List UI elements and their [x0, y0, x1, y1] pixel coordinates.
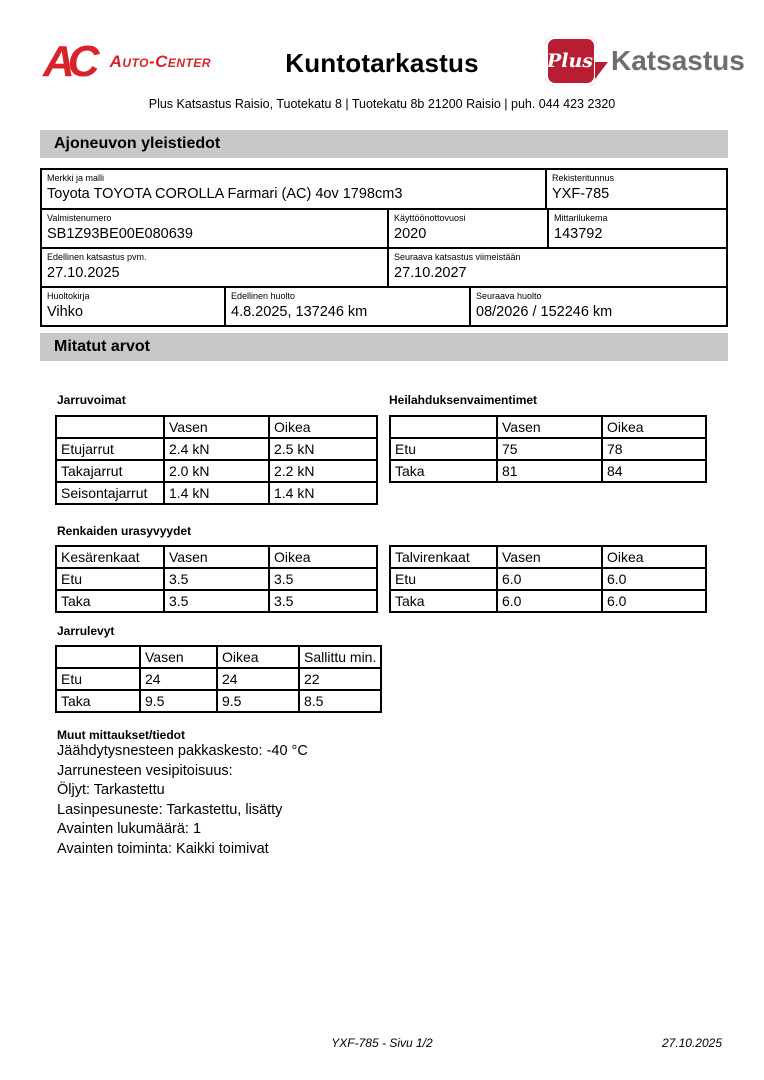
field-value: Vihko	[47, 304, 84, 320]
measurement-line: Öljyt: Tarkastettu	[57, 782, 165, 798]
vehicle-info-table	[40, 168, 728, 327]
field-value: 27.10.2025	[47, 265, 120, 281]
field-value: 143792	[554, 226, 603, 242]
value-cell: 24	[217, 668, 299, 690]
row-label: Taka	[390, 590, 497, 612]
column-header: Vasen	[164, 546, 269, 568]
field-seuraava-katsastus	[387, 249, 726, 286]
tyre-tread-title: Renkaiden urasyvyydet	[57, 524, 192, 538]
column-header: Kesärenkaat	[56, 546, 164, 568]
value-cell: 78	[602, 438, 706, 460]
column-header: Vasen	[497, 416, 602, 438]
plus-katsastus-logo	[545, 36, 745, 86]
table-row	[390, 438, 706, 460]
field-value: 4.8.2025, 137246 km	[231, 304, 368, 320]
column-header: Oikea	[217, 646, 299, 668]
table-row	[56, 460, 377, 482]
column-header: Oikea	[269, 416, 377, 438]
value-cell: 24	[140, 668, 217, 690]
katsastus-logo-text: Katsastus	[611, 45, 745, 76]
table-row	[56, 590, 377, 612]
brake-forces-table	[55, 415, 378, 505]
field-huoltokirja	[42, 288, 224, 325]
value-cell: 81	[497, 460, 602, 482]
value-cell: 3.5	[269, 590, 377, 612]
section-header-measured: Mitatut arvot	[40, 333, 728, 361]
footer-page-reference: YXF-785 - Sivu 1/2	[331, 1036, 433, 1050]
table-row	[390, 590, 706, 612]
field-seuraava-huolto	[469, 288, 726, 325]
row-label: Taka	[56, 590, 164, 612]
field-label: Rekisteritunnus	[552, 173, 615, 183]
measurement-line: Jäähdytysnesteen pakkaskesto: -40 °C	[57, 743, 308, 759]
speech-tail-icon	[595, 62, 608, 79]
column-header: Sallittu min.	[299, 646, 381, 668]
brake-discs-table	[55, 645, 382, 713]
field-kayttoonottovuosi	[387, 210, 547, 247]
field-label: Mittarilukema	[554, 213, 608, 223]
plus-badge-icon	[545, 36, 597, 86]
row-label: Etu	[390, 438, 497, 460]
table-row	[56, 568, 377, 590]
shock-absorbers-table	[389, 415, 707, 483]
row-label: Seisontajarrut	[56, 482, 164, 504]
table-row	[42, 247, 726, 286]
column-header	[390, 416, 497, 438]
field-label: Edellinen katsastus pvm.	[47, 252, 147, 262]
value-cell: 84	[602, 460, 706, 482]
summer-tyres-table	[55, 545, 378, 613]
table-row	[390, 568, 706, 590]
row-label: Etu	[390, 568, 497, 590]
column-header: Oikea	[602, 416, 706, 438]
measurement-line: Jarrunesteen vesipitoisuus:	[57, 762, 233, 779]
table-row	[42, 286, 726, 325]
field-label: Merkki ja malli	[47, 173, 105, 183]
field-value: SB1Z93BE00E080639	[47, 226, 193, 242]
field-value: YXF-785	[552, 186, 610, 202]
column-header: Talvirenkaat	[390, 546, 497, 568]
value-cell: 3.5	[269, 568, 377, 590]
row-label: Taka	[56, 690, 140, 712]
value-cell: 9.5	[140, 690, 217, 712]
brake-discs-title: Jarrulevyt	[57, 624, 115, 638]
table-header-row	[56, 646, 381, 668]
table-row	[390, 460, 706, 482]
column-header	[56, 646, 140, 668]
brake-forces-title: Jarruvoimat	[57, 393, 126, 407]
other-measurements-title: Muut mittaukset/tiedot	[57, 728, 185, 742]
row-label: Etujarrut	[56, 438, 164, 460]
table-row	[56, 668, 381, 690]
other-measurements-list	[57, 742, 308, 859]
table-header-row	[390, 416, 706, 438]
field-edellinen-huolto	[224, 288, 469, 325]
field-label: Edellinen huolto	[231, 291, 296, 301]
table-row	[56, 482, 377, 504]
field-value: 27.10.2027	[394, 265, 467, 281]
measurement-line: Lasinpesuneste: Tarkastettu, lisätty	[57, 801, 283, 818]
field-value: 2020	[394, 226, 427, 242]
footer-date: 27.10.2025	[661, 1036, 722, 1050]
field-label: Valmistenumero	[47, 213, 112, 223]
auto-center-logo-icon: AC	[43, 37, 93, 86]
value-cell: 3.5	[164, 568, 269, 590]
value-cell: 6.0	[602, 590, 706, 612]
value-cell: 1.4 kN	[269, 482, 377, 504]
value-cell: 6.0	[497, 568, 602, 590]
field-label: Käyttöönottovuosi	[394, 213, 466, 223]
value-cell: 6.0	[602, 568, 706, 590]
row-label: Etu	[56, 568, 164, 590]
column-header: Oikea	[269, 546, 377, 568]
table-header-row	[56, 546, 377, 568]
value-cell: 75	[497, 438, 602, 460]
row-label: Etu	[56, 668, 140, 690]
value-cell: 2.0 kN	[164, 460, 269, 482]
value-cell: 1.4 kN	[164, 482, 269, 504]
table-row	[56, 690, 381, 712]
field-edellinen-katsastus	[42, 249, 387, 286]
value-cell: 2.5 kN	[269, 438, 377, 460]
column-header: Vasen	[497, 546, 602, 568]
plus-badge-text: Plus	[546, 50, 593, 72]
value-cell: 9.5	[217, 690, 299, 712]
table-header-row	[390, 546, 706, 568]
auto-center-logo-text: Auto-Center	[109, 52, 212, 71]
field-valmistenumero	[42, 210, 387, 247]
column-header: Vasen	[140, 646, 217, 668]
column-header: Vasen	[164, 416, 269, 438]
value-cell: 2.4 kN	[164, 438, 269, 460]
page-title: Kuntotarkastus	[285, 48, 479, 78]
value-cell: 6.0	[497, 590, 602, 612]
row-label: Taka	[390, 460, 497, 482]
column-header: Oikea	[602, 546, 706, 568]
table-row	[42, 208, 726, 247]
winter-tyres-table	[389, 545, 707, 613]
field-mittarilukema	[547, 210, 726, 247]
field-label: Huoltokirja	[47, 291, 90, 301]
value-cell: 3.5	[164, 590, 269, 612]
station-address: Plus Katsastus Raisio, Tuotekatu 8 | Tuotekatu 8b 21200 Raisio | puh. 044 423 2320	[148, 97, 616, 111]
value-cell: 8.5	[299, 690, 381, 712]
table-row	[56, 438, 377, 460]
field-value: Toyota TOYOTA COROLLA Farmari (AC) 4ov 1798cm3	[47, 186, 403, 202]
value-cell: 2.2 kN	[269, 460, 377, 482]
column-header	[56, 416, 164, 438]
measurement-line: Avainten lukumäärä: 1	[57, 821, 202, 837]
table-row	[42, 170, 726, 208]
row-label: Takajarrut	[56, 460, 164, 482]
field-label: Seuraava huolto	[476, 291, 542, 301]
shock-absorbers-title: Heilahduksenvaimentimet	[389, 393, 538, 407]
field-merkki-ja-malli	[42, 170, 545, 208]
section-header-general: Ajoneuvon yleistiedot	[40, 130, 728, 158]
value-cell: 22	[299, 668, 381, 690]
field-label: Seuraava katsastus viimeistään	[394, 252, 521, 262]
measurement-line: Avainten toiminta: Kaikki toimivat	[57, 840, 269, 857]
field-value: 08/2026 / 152246 km	[476, 304, 613, 320]
field-rekisteritunnus	[545, 170, 726, 208]
table-header-row	[56, 416, 377, 438]
